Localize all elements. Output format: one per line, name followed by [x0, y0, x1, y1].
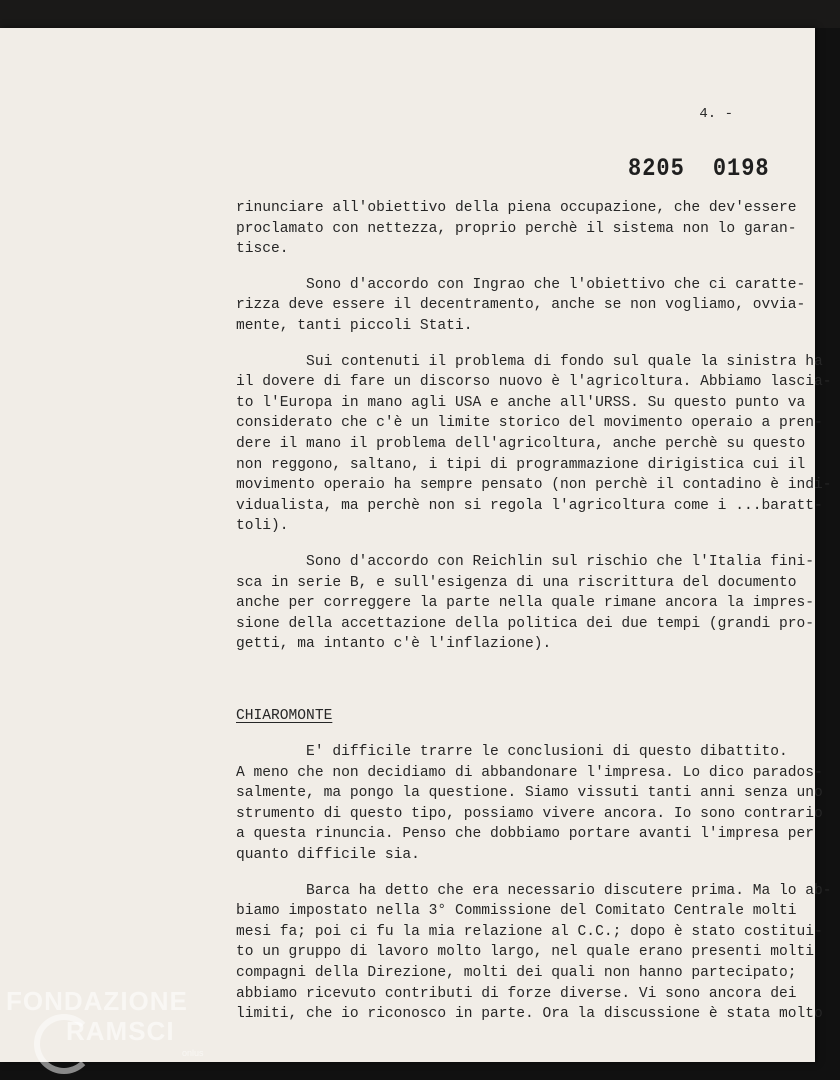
text-line: toli).	[236, 518, 289, 535]
text-line: strumento di questo tipo, possiamo vivere ancora. Io sono contrario	[236, 805, 823, 822]
archive-code-b: 0198	[712, 154, 770, 183]
text-line: mente, tanti piccoli Stati.	[236, 317, 473, 334]
text-line: to l'Europa in mano agli USA e anche all'URSS. Su questo punto va	[236, 394, 806, 411]
text-line: rinunciare all'obiettivo della piena occupazione, che dev'essere	[236, 200, 797, 216]
text-line: il dovere di fare un discorso nuovo è l'agricoltura. Abbiamo lascia-	[236, 374, 832, 391]
speaker-heading: CHIAROMONTE	[236, 708, 333, 724]
text-line: considerato che c'è un limite storico del movimento operaio a pren-	[236, 415, 823, 432]
paragraph-gap	[236, 260, 776, 275]
watermark-line1: FONDAZIONE	[6, 986, 188, 1016]
text-line: abbiamo ricevuto contributi di forze diverse. Vi sono ancora dei	[236, 985, 797, 1002]
text-line: a questa rinuncia. Penso che dobbiamo portare avanti l'impresa per	[236, 826, 815, 843]
text-line: A meno che non decidiamo di abbandonare l'impresa. Lo dico parados-	[236, 764, 823, 781]
page-number: 4. -	[699, 106, 733, 122]
text-line: quanto difficile sia.	[236, 846, 420, 863]
document-page	[0, 28, 832, 1062]
text-line: biamo impostato nella 3° Commissione del Comitato Centrale molti	[236, 903, 797, 920]
page-top-edge	[0, 0, 840, 28]
archive-code-a: 8205	[628, 154, 685, 183]
text-line: Sui contenuti il problema di fondo sul quale la sinistra ha	[236, 353, 823, 370]
text-line: dere il mano il problema dell'agricoltura, anche perchè su questo	[236, 435, 806, 452]
body-text-section-2	[236, 742, 832, 1025]
paragraph-gap	[236, 866, 776, 881]
text-line: vidualista, ma perchè non si regola l'agricoltura come i ...baratt-	[236, 497, 823, 514]
paragraph-gap	[236, 337, 776, 352]
text-line: E' difficile trarre le conclusioni di questo dibattito.	[236, 744, 788, 760]
text-line: to un gruppo di lavoro molto largo, nel quale erano presenti molti	[236, 944, 815, 961]
watermark-line2: RAMSCI	[66, 1016, 175, 1046]
text-line: proclamato con nettezza, proprio perchè il sistema non lo garan-	[236, 220, 797, 237]
text-line: mesi fa; poi ci fu la mia relazione al C.C.; dopo è stato costitui-	[236, 923, 823, 940]
text-line: movimento operaio ha sempre pensato (non perchè il contadino è indi-	[236, 477, 832, 494]
text-line: tisce.	[236, 241, 289, 258]
text-line: Barca ha detto che era necessario discutere prima. Ma lo ab-	[236, 882, 832, 899]
paragraph-gap	[236, 537, 776, 552]
text-line: compagni della Direzione, molti dei quali non hanno partecipato;	[236, 964, 797, 981]
text-line: anche per correggere la parte nella quale rimane ancora la impres-	[236, 595, 815, 612]
text-line: sione della accettazione della politica dei due tempi (grandi pro-	[236, 615, 815, 632]
text-line: sca in serie B, e sull'esigenza di una riscrittura del documento	[236, 574, 797, 591]
text-line: non reggono, saltano, i tipi di programmazione dirigistica cui il	[236, 456, 806, 473]
text-line: rizza deve essere il decentramento, anche se non vogliamo, ovvia-	[236, 297, 806, 314]
fondazione-gramsci-watermark	[6, 986, 216, 1076]
archive-code	[628, 154, 770, 183]
text-line: getti, ma intanto c'è l'inflazione).	[236, 636, 552, 653]
text-line: Sono d'accordo con Reichlin sul rischio che l'Italia fini-	[236, 553, 815, 570]
watermark-onlus: onlus	[182, 1048, 204, 1058]
body-text-section-1	[236, 198, 832, 655]
text-line: salmente, ma pongo la questione. Siamo vissuti tanti anni senza uno	[236, 785, 823, 802]
text-line: Sono d'accordo con Ingrao che l'obiettivo che ci caratte-	[236, 276, 806, 293]
text-line: limiti, che io riconosco in parte. Ora la discussione è stata molto	[236, 1006, 823, 1023]
